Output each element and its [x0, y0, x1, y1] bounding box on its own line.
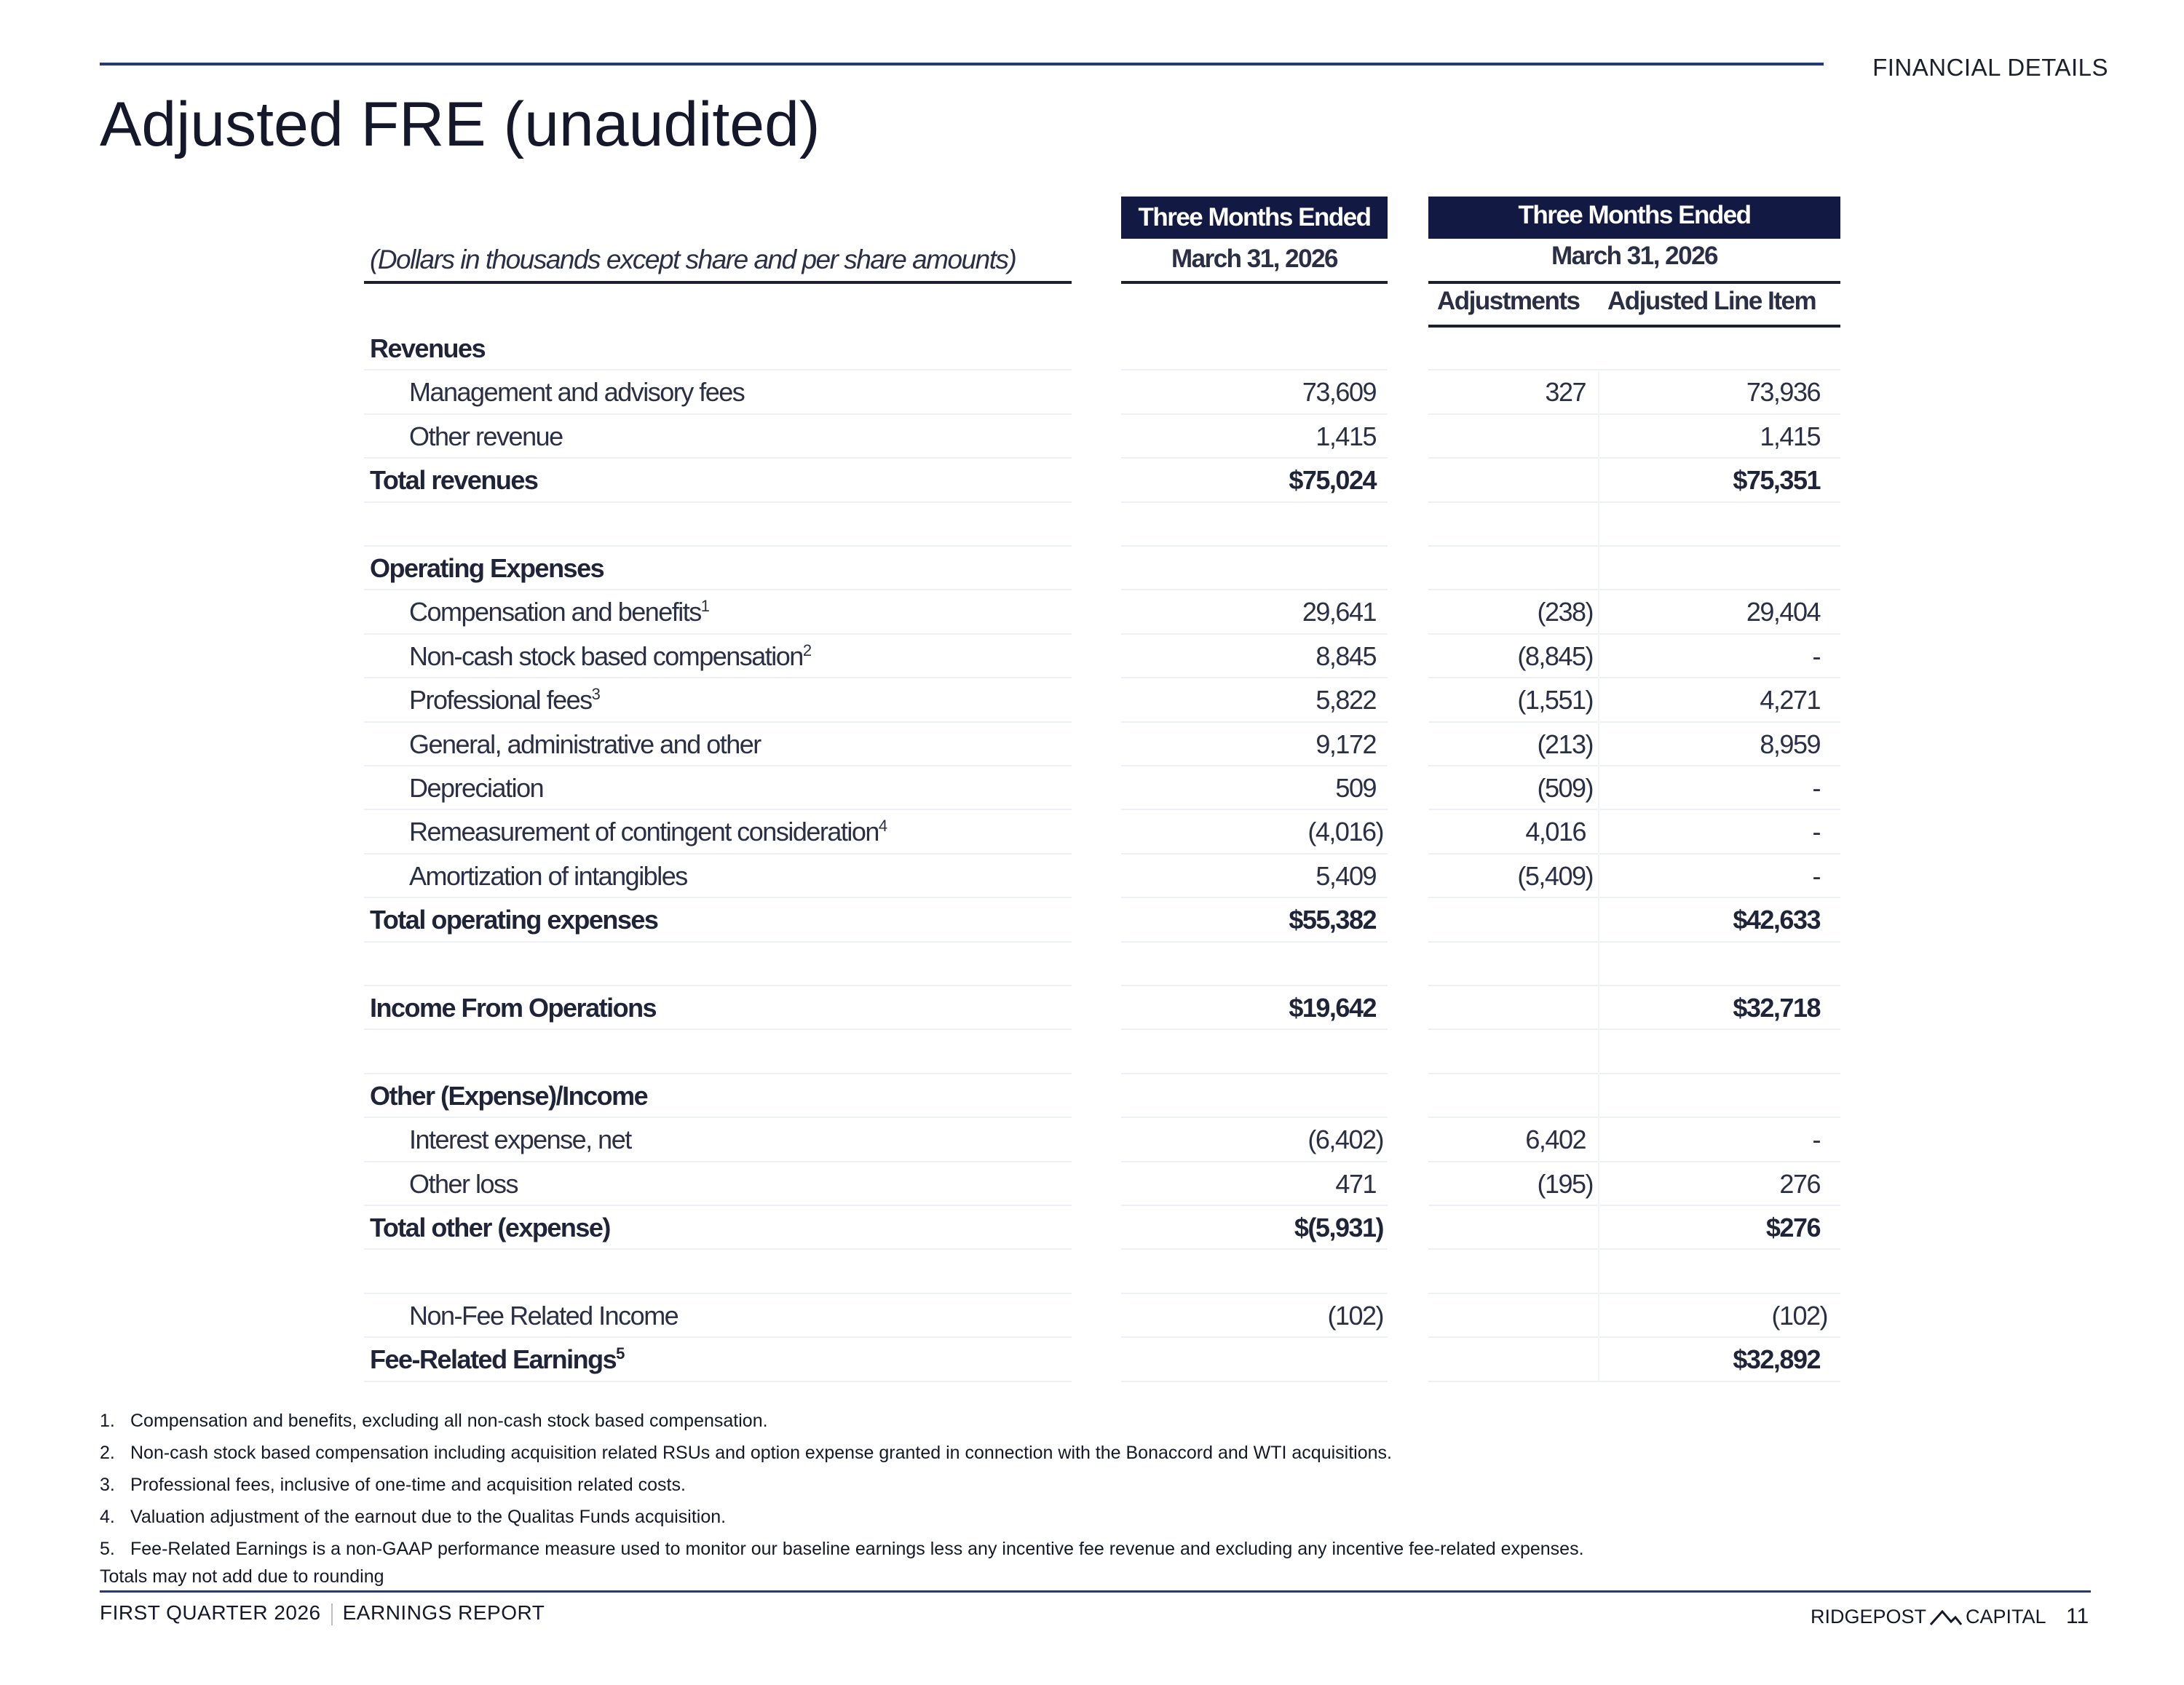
reported-value: 509	[1335, 773, 1376, 803]
top-rule	[100, 63, 1824, 66]
row-label: Other revenue	[409, 421, 563, 451]
table-row	[0, 634, 2184, 678]
total-row	[0, 897, 2184, 941]
reported-value: $55,382	[1289, 905, 1376, 935]
row-label: Other loss	[409, 1168, 518, 1199]
row-divider	[364, 1381, 1072, 1382]
footnote-item: 1. Compensation and benefits, excluding all non-cash stock based compensation.	[100, 1411, 768, 1431]
adjustment-value: 6,402	[1525, 1125, 1586, 1155]
adjustment-value: (509)	[1537, 773, 1593, 803]
table-row	[0, 854, 2184, 897]
page-number: 11	[2066, 1604, 2089, 1628]
table-row	[0, 1162, 2184, 1205]
bottom-rule	[100, 1590, 2091, 1593]
adjusted-line-item-header: Adjusted Line Item	[1607, 287, 1816, 315]
table-row	[0, 590, 2184, 633]
row-label: Fee-Related Earnings$^5$	[370, 1344, 624, 1375]
adjusted-value: -	[1812, 817, 1820, 847]
col1-period-header: Three Months Ended	[1121, 197, 1388, 239]
col1-date-header: March 31, 2026	[1171, 245, 1338, 273]
adjustment-value: (1,551)	[1517, 685, 1593, 715]
row-label: Remeasurement of contingent consideration$^4$	[409, 817, 887, 847]
adjustment-value: 4,016	[1525, 817, 1586, 847]
brand-name-right: CAPITAL	[1966, 1606, 2046, 1627]
adjusted-value: 8,959	[1760, 729, 1820, 759]
footnotes	[100, 1405, 1584, 1565]
table-row	[0, 766, 2184, 809]
adjustment-value: (8,845)	[1517, 641, 1593, 671]
row-label: Total operating expenses	[370, 905, 658, 935]
total-row	[0, 986, 2184, 1029]
column-divider	[1598, 371, 1599, 1381]
table-row	[0, 1117, 2184, 1161]
adjustment-value: (213)	[1537, 729, 1593, 759]
col2-header-rule	[1428, 281, 1840, 284]
section-header-row	[0, 546, 2184, 590]
adjustments-header: Adjustments	[1437, 287, 1580, 315]
row-label: Other (Expense)/Income	[370, 1080, 648, 1111]
reported-value: $19,642	[1289, 993, 1376, 1023]
footnote-item: 3. Professional fees, inclusive of one-time and acquisition related costs.	[100, 1475, 686, 1495]
col2-date-header: March 31, 2026	[1551, 242, 1718, 270]
adjusted-value: $276	[1765, 1213, 1820, 1242]
reported-value: 8,845	[1315, 641, 1376, 671]
reported-value: 1,415	[1315, 421, 1376, 451]
reported-value: 5,822	[1315, 685, 1376, 715]
total-row	[0, 1337, 2184, 1381]
reported-value: (102)	[1327, 1300, 1383, 1331]
col2-period-header: Three Months Ended	[1428, 197, 1840, 239]
row-label: Total revenues	[370, 465, 538, 496]
adjusted-value: $32,892	[1733, 1344, 1820, 1375]
adjusted-value: -	[1812, 1125, 1820, 1155]
totals-note: Totals may not add due to rounding	[100, 1566, 384, 1587]
row-label: Compensation and benefits$^1$	[409, 597, 709, 627]
total-row	[0, 458, 2184, 501]
report-quarter: FIRST QUARTER 2026	[100, 1601, 321, 1624]
spacer-row	[0, 502, 2184, 546]
adjusted-value: 29,404	[1746, 597, 1820, 627]
adjustment-value: (5,409)	[1517, 860, 1593, 891]
reported-value: 9,172	[1315, 729, 1376, 759]
footnote-marker: 3	[591, 685, 600, 704]
row-label: Non-cash stock based compensation$^2$	[409, 641, 811, 671]
row-label: Operating Expenses	[370, 553, 604, 583]
row-label: Total other (expense)	[370, 1213, 610, 1242]
row-label: Income From Operations	[370, 993, 657, 1023]
adjusted-value: -	[1812, 641, 1820, 671]
adjusted-value: $42,633	[1733, 905, 1820, 935]
adjusted-value: 4,271	[1760, 685, 1820, 715]
reported-value: (6,402)	[1307, 1125, 1383, 1155]
row-label: Amortization of intangibles	[409, 860, 687, 891]
row-label: Management and advisory fees	[409, 377, 745, 408]
reported-value: $(5,931)	[1294, 1213, 1383, 1242]
footnote-marker: 1	[700, 597, 709, 616]
reported-value: 5,409	[1315, 860, 1376, 891]
adjusted-value: -	[1812, 773, 1820, 803]
adjustment-value: (195)	[1537, 1168, 1593, 1199]
row-label: Professional fees$^3$	[409, 685, 600, 715]
footer-separator	[331, 1603, 333, 1625]
spacer-row	[0, 1249, 2184, 1293]
row-label: Interest expense, net	[409, 1125, 631, 1155]
adjusted-value: 1,415	[1760, 421, 1820, 451]
page-title: Adjusted FRE (unaudited)	[100, 90, 820, 159]
table-row	[0, 722, 2184, 766]
col1-header-rule	[1121, 281, 1388, 284]
reported-value: $75,024	[1289, 465, 1376, 496]
brand-logo	[1811, 1606, 2046, 1628]
reported-value: 73,609	[1302, 377, 1376, 408]
table-row	[0, 809, 2184, 853]
brand-name-left: RIDGEPOST	[1811, 1606, 1927, 1627]
section-header-row	[0, 1074, 2184, 1117]
footnote-item: 2. Non-cash stock based compensation including acquisition related RSUs and option expense granted in connection with the Bonaccord and WTI acquisitions.	[100, 1443, 1392, 1463]
adjustment-value: 327	[1545, 377, 1586, 408]
report-type: EARNINGS REPORT	[342, 1601, 545, 1624]
spacer-row	[0, 942, 2184, 986]
adjusted-value: 276	[1779, 1168, 1820, 1199]
footnote-marker: 4	[878, 817, 887, 836]
table-row	[0, 370, 2184, 413]
table-row	[0, 678, 2184, 721]
adjusted-value: $75,351	[1733, 465, 1820, 496]
row-label: Non-Fee Related Income	[409, 1300, 678, 1331]
section-header-row	[0, 326, 2184, 370]
row-label: Depreciation	[409, 773, 544, 803]
reported-value: 29,641	[1302, 597, 1376, 627]
adjusted-value: -	[1812, 860, 1820, 891]
adjustment-value: (238)	[1537, 597, 1593, 627]
footnote-marker: 2	[802, 641, 811, 659]
adjusted-value: $32,718	[1733, 993, 1820, 1023]
row-divider	[1121, 1381, 1388, 1382]
total-row	[0, 1205, 2184, 1249]
footnote-item: 5. Fee-Related Earnings is a non-GAAP performance measure used to monitor our baseline earnings less any incentive fee revenue and excluding any incentive fee-related expenses.	[100, 1539, 1584, 1559]
reported-value: (4,016)	[1307, 817, 1383, 847]
section-label: FINANCIAL DETAILS	[1872, 54, 2108, 81]
reported-value: 471	[1335, 1168, 1376, 1199]
footnote-item: 4. Valuation adjustment of the earnout due to the Qualitas Funds acquisition.	[100, 1507, 727, 1527]
table-row	[0, 414, 2184, 458]
units-note: (Dollars in thousands except share and per share amounts)	[370, 245, 1016, 274]
units-rule	[364, 281, 1072, 284]
adjusted-value: (102)	[1771, 1300, 1827, 1331]
table-row	[0, 1293, 2184, 1337]
row-divider	[1428, 1381, 1840, 1382]
row-label: General, administrative and other	[409, 729, 761, 759]
spacer-row	[0, 1029, 2184, 1073]
row-label: Revenues	[370, 333, 486, 363]
footnote-marker: 5	[616, 1344, 624, 1363]
adjusted-value: 73,936	[1746, 377, 1820, 408]
mountain-icon	[1929, 1609, 1963, 1626]
report-label	[100, 1601, 545, 1625]
